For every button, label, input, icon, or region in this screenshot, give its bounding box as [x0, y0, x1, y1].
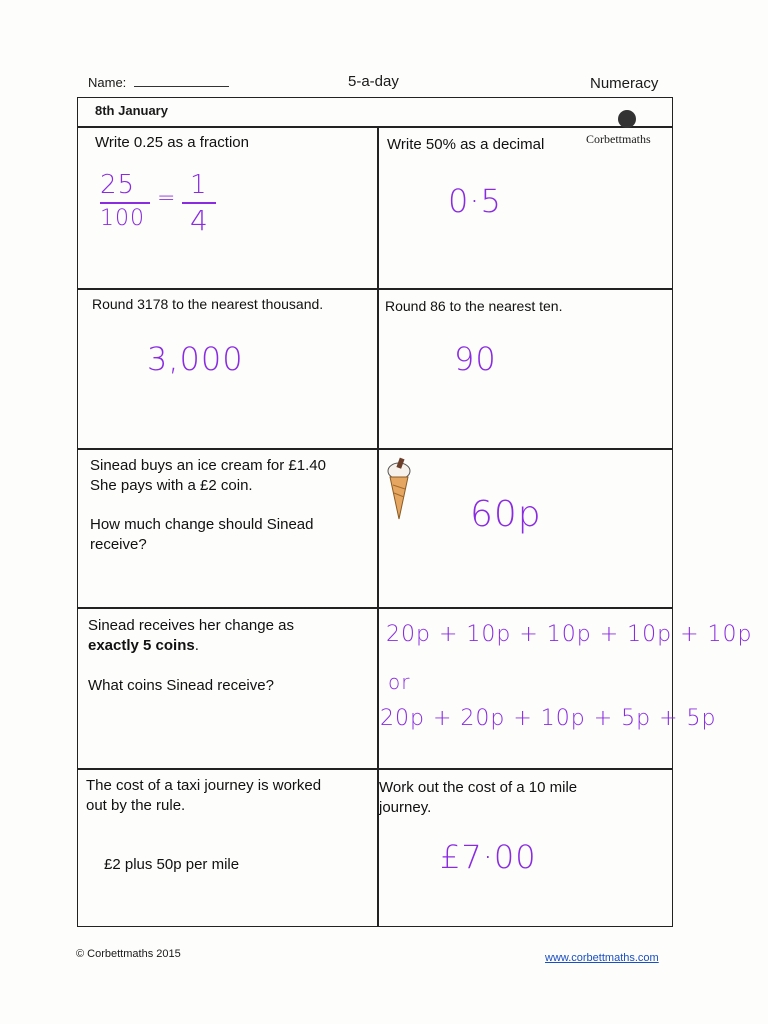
divider: [77, 448, 673, 450]
ice-cream-icon: [386, 455, 412, 521]
answer-4: 90: [454, 340, 497, 378]
answer-5: 60p: [470, 494, 542, 535]
question-7-rule: £2 plus 50p per mile: [104, 856, 240, 873]
answer-1-num1: 25: [100, 170, 136, 200]
divider: [77, 768, 673, 770]
question-8-line-2: journey.: [379, 799, 432, 816]
name-label: Name:: [88, 75, 229, 90]
question-6-period: .: [194, 637, 199, 654]
question-8-line-1: Work out the cost of a 10 mile: [379, 779, 578, 796]
question-4: Round 86 to the nearest ten.: [385, 298, 563, 314]
answer-6-line-2: or: [388, 670, 411, 694]
date-label: 8th January: [95, 103, 168, 118]
logo-text: Corbettmaths: [586, 132, 651, 146]
website-link[interactable]: [545, 952, 659, 964]
answer-6-line-3: 20p + 20p + 10p + 5p + 5p: [380, 706, 717, 731]
answer-1-den2: 4: [190, 204, 209, 237]
answer-1-den1: 100: [100, 206, 145, 231]
name-line: [134, 86, 229, 87]
answer-1-equals: =: [157, 186, 177, 211]
question-7-line-2: out by the rule.: [86, 797, 186, 814]
answer-2: 0·5: [448, 182, 502, 220]
question-5-line-4: receive?: [90, 536, 147, 553]
question-6-line-1: Sinead receives her change as: [88, 617, 294, 634]
answer-1-num2: 1: [190, 170, 208, 200]
question-5-line-3: How much change should Sinead: [90, 516, 314, 533]
divider: [77, 288, 673, 290]
answer-8: £7·00: [440, 838, 537, 876]
answer-6-line-1: 20p + 10p + 10p + 10p + 10p: [386, 622, 753, 647]
corbettmaths-logo-icon: [618, 110, 636, 128]
question-1: Write 0.25 as a fraction: [95, 134, 249, 151]
answer-3: 3,000: [147, 340, 244, 378]
copyright: © Corbettmaths 2015: [76, 948, 181, 960]
question-6-line-2: [88, 636, 199, 656]
subject-label: Numeracy: [590, 75, 659, 92]
question-5-line-1: Sinead buys an ice cream for £1.40: [90, 457, 326, 474]
question-6-line-3: What coins Sinead receive?: [88, 677, 274, 694]
page-title: 5-a-day: [348, 73, 399, 90]
divider: [77, 607, 673, 609]
divider: [77, 126, 673, 128]
question-3: Round 3178 to the nearest thousand.: [92, 296, 324, 312]
question-5-line-2: She pays with a £2 coin.: [90, 477, 253, 494]
question-6-emphasis: exactly 5 coins: [88, 637, 195, 654]
website-link-text[interactable]: www.corbettmaths.com: [545, 952, 659, 964]
question-7-line-1: The cost of a taxi journey is worked: [86, 777, 322, 794]
question-2: Write 50% as a decimal: [387, 136, 545, 153]
fraction-bar-icon: [100, 202, 150, 204]
